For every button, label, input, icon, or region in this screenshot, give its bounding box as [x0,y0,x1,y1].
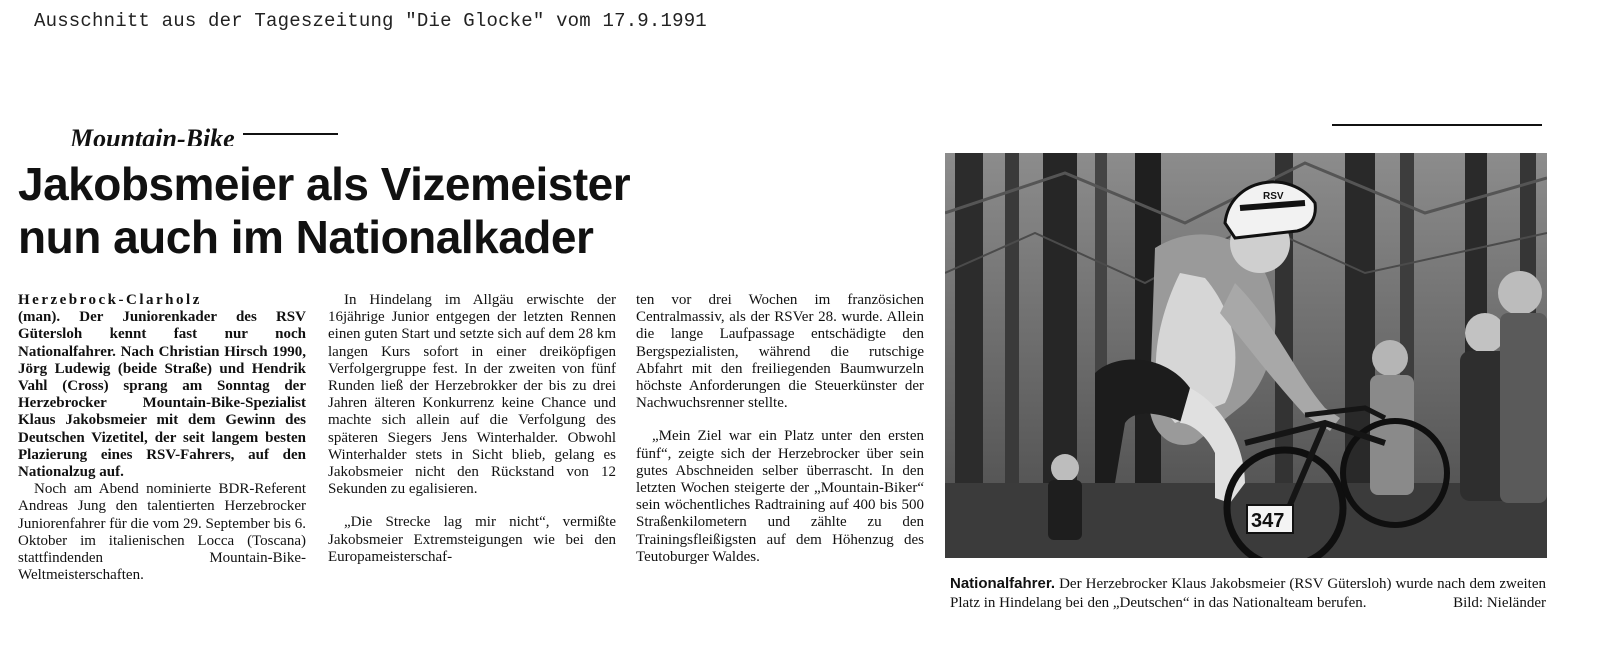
photo-credit: Bild: Nieländer [1453,595,1546,611]
caption-bold-label: Nationalfahrer. [950,575,1056,592]
caption-text: Der Herzebrocker Klaus Jakobsmeier (RSV Gütersloh) wurde nach dem zweiten Platz in Hindelang bei den „Deutschen“ in das Nationalteam berufen. [950,576,1547,611]
press-photo-mountain-biker [945,153,1547,558]
photo-caption [950,574,1546,613]
section-kicker-text: Mountain-Bike [70,124,235,146]
headline-line-1: Jakobsmeier als Vizemeister [18,158,631,210]
article-paragraph-3-start: „Die Strecke lag mir nicht“, vermißte Jakobsmeier Extremsteigungen wie bei den Europameisterschaf- [328,514,616,565]
kicker-rule [243,133,338,135]
section-kicker [70,118,235,146]
article-column-1 [18,292,306,584]
start-number: 347 [1251,510,1285,532]
article-lead: (man). Der Juniorenkader des RSV Gütersloh kennt fast nur noch Nationalfahrer. Nach Christian Hirsch 1990, Jörg Ludewig (beide Straße) und Hendrik Vahl (Cross) sprang am Sonntag der Herzebrocker Mountain-Bike-Spezialist Klaus Jakobsmeier mit dem Gewinn des Deutschen Vizetitel, der seit langem besten Plazierung eines RSV-Fahrers, auf den Nationalzug auf. [18,309,306,481]
article-paragraph-3-continued: ten vor drei Wochen im französichen Centralmassiv, als der RSVer 28. wurde. Allein die lange Laufpassage entschädigte den Bergspezialisten, während die rutschige Abfahrt mit den freiliegenden Baumwurzeln höchste Anforderungen die Steuerkünster der Nachwuchsrenner stellte. [636,292,924,412]
article-dateline: Herzebrock-Clarholz [18,292,202,308]
press-photo-drawing [945,153,1547,558]
headline-line-2: nun auch im Nationalkader [18,211,594,263]
article-paragraph-4: „Mein Ziel war ein Platz unter den ersten fünf“, zeigte sich der Herzebrocker über sein gutes Abschneiden selber überrascht. In den letzten Wochen steigerte der „Mountain-Biker“ sein wöchentliches Radtraining auf 400 bis 500 Straßenkilometern und zählte zu den Trainingsfleißigsten auf dem Höhenzug des Teutoburger Waldes. [636,428,924,565]
helmet-lettering: RSV [1263,191,1284,202]
article-column-3 [636,292,924,566]
right-top-rule [1332,124,1542,126]
article-paragraph-1: Noch am Abend nominierte BDR-Referent Andreas Jung den talentierten Herzebrocker Juniorenfahrer für die vom 29. September bis 6. Oktober im italienischen Locca (Toscana) stattfindenden Mountain-Bike-Weltmeisterschaften. [18,481,306,584]
headline [18,158,918,264]
clipping-source-note: Ausschnitt aus der Tageszeitung "Die Glocke" vom 17.9.1991 [34,10,707,32]
article-paragraph-2: In Hindelang im Allgäu erwischte der 16jährige Junior entgegen der letzten Rennen einen guten Start und setzte sich auf dem 28 km langen Kurs sofort in einer dreiköpfigen Verfolgergruppe fest. In der zweiten von fünf Runden ließ der Herzebrokker der bis zu drei Jahren älteren Konkurrenz keine Chance und machte sich allein auf die Verfolgung des späteren Siegers Jens Winterhalder. Obwohl Winterhalder stets in Sicht blieb, gelang es Jakobsmeier nicht den Rückstand von 12 Sekunden zu egalisieren. [328,292,616,498]
article-column-2 [328,292,616,566]
